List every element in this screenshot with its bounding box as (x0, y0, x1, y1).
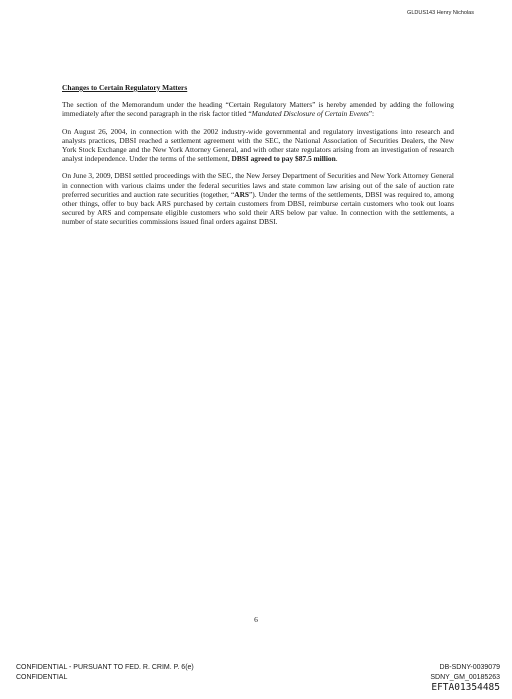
paragraph-amendment (62, 100, 454, 118)
paragraph-text: . (335, 154, 338, 164)
document-body (62, 83, 454, 235)
ars-defined-term: ARS (234, 189, 250, 199)
footer-bates-numbers (430, 663, 500, 693)
paragraph-2009-settlement (62, 171, 454, 226)
confidential-label: CONFIDENTIAL (16, 673, 68, 681)
paragraph-2004-settlement (62, 127, 454, 164)
bates-number-db: DB-SDNY-0039079 (439, 664, 500, 671)
bates-number-sdny: SDNY_GM_00185263 (430, 673, 500, 681)
paragraph-text: The section of the Memorandum under the heading “Certain Regulatory Matters” is hereby amended by adding the following immediately after the second paragraph in the risk factor titled “ (62, 100, 454, 119)
page-number: 6 (254, 615, 258, 624)
settlement-amount: DBSI agreed to pay $87.5 million (231, 154, 336, 164)
bates-number-efta: EFTA01354485 (431, 682, 500, 693)
confidentiality-notice: CONFIDENTIAL - PURSUANT TO FED. R. CRIM. P. 6(e) (16, 664, 194, 671)
risk-factor-title: Mandated Disclosure of Certain Events (251, 109, 369, 119)
paragraph-text: ”). Under the terms of the settlements, DBSI was required to, among other things, offer to buy back ARS purchased by certain customers from DBSI, reimburse certain customers who took out loans secured by ARS and compensate eligible customers who sold their ARS below par value. In connection with the settlements, a number of state securities commissions issued final orders against DBSI. (62, 189, 454, 227)
section-heading: Changes to Certain Regulatory Matters (62, 83, 188, 92)
document-id-header: GLDUS143 Henry Nicholas (407, 10, 474, 16)
paragraph-text: On August 26, 2004, in connection with the 2002 industry-wide governmental and regulatory investigations into research and analysts practices, DBSI reached a settlement agreement with the SEC, the National Association of Securities Dealers, the New York Stock Exchange and the New York Attorney General, and with other state regulators arising from an investigation of research analyst independence. Under the terms of the settlement, (62, 126, 454, 164)
paragraph-text: On June 3, 2009, DBSI settled proceedings with the SEC, the New Jersey Department of Securities and New York Attorney General in connection with various claims under the federal securities laws and state common law arising out of the sale of auction rate preferred securities and auction rate securities (together, “ (62, 171, 454, 199)
paragraph-text: ”: (368, 109, 375, 119)
footer-confidentiality (16, 663, 194, 682)
